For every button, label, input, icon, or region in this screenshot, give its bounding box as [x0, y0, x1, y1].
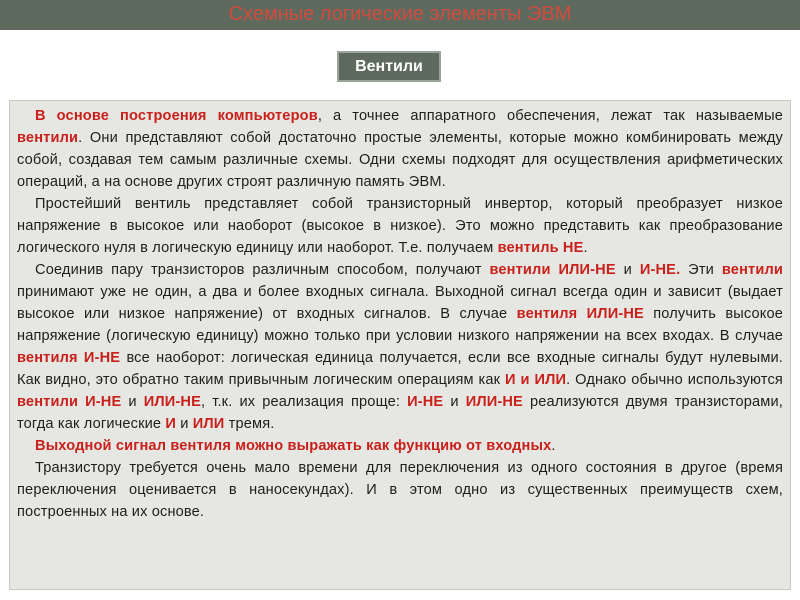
highlight-text: И — [505, 372, 516, 388]
highlight-text: Выходной сигнал вентиля можно выражать как функцию от входных — [35, 438, 552, 454]
body-text: . — [551, 438, 556, 454]
body-text: Транзистору требуется очень мало времени для переключения из одного состояния в другое (время переключения оценивается в наносекундах). И в этом одно из существенных преимуществ схем, построенных на их основе. — [17, 460, 783, 520]
highlight-text: В основе построения компьютеров — [35, 108, 318, 124]
body-text: , а точнее аппаратного обеспечения, лежат так называемые — [317, 108, 783, 124]
highlight-text: И — [165, 416, 177, 432]
highlight-text: ИЛИ-НЕ — [143, 394, 202, 410]
body-text: Эти — [680, 262, 722, 278]
highlight-text: ИЛИ — [192, 416, 225, 432]
body-text: Соединив пару транзисторов различным способом, получают — [35, 262, 490, 278]
body-text: и — [121, 394, 144, 410]
paragraph-2 — [17, 193, 783, 259]
body-text: . Однако обычно используются — [566, 372, 783, 388]
slide-title: Схемные логические элементы ЭВМ — [228, 3, 572, 25]
paragraph-3 — [17, 259, 783, 435]
highlight-text: вентили — [721, 262, 783, 278]
body-text: и — [443, 394, 466, 410]
body-text: , т.к. их реализация проще: — [201, 394, 408, 410]
highlight-text: вентиля ИЛИ-НЕ — [516, 306, 644, 322]
highlight-text: вентили — [17, 130, 79, 146]
highlight-text: ИЛИ-НЕ — [465, 394, 523, 410]
highlight-text: ИЛИ — [534, 372, 567, 388]
body-text: . — [583, 240, 588, 256]
body-text: тремя. — [224, 416, 275, 432]
paragraph-4 — [17, 435, 783, 457]
body-text: все наоборот: логическая единица получается, если все входные сигналы будут нулевыми. Как видно, это обратно таким привычным логическим операциям как — [17, 350, 784, 388]
body-text: реализуются двумя транзисторами, тогда как логические — [17, 394, 783, 432]
highlight-text: вентили ИЛИ-НЕ — [489, 262, 616, 278]
highlight-text: вентиль НЕ — [497, 240, 584, 256]
highlight-text: вентиля И-НЕ — [17, 350, 121, 366]
content-panel — [9, 100, 791, 590]
highlight-text: вентили И-НЕ — [17, 394, 122, 410]
body-text: и — [176, 416, 193, 432]
paragraph-1 — [17, 105, 783, 193]
body-text: и — [615, 262, 640, 278]
body-text: Простейший вентиль представляет собой транзисторный инвертор, который преобразует низкое напряжение в высокое или наоборот (высокое в низкое). Это можно представить как преобразование логического нуля в логическую единицу или наоборот. Т.е. получаем — [17, 196, 783, 256]
body-text: . Они представляют собой достаточно простые элементы, которые можно комбинировать между собой, создавая тем самым различные схемы. Одни схемы подходят для осуществления арифметических операций, а на основе других строят различную память ЭВМ. — [17, 130, 783, 190]
section-badge: Вентили — [337, 51, 441, 82]
highlight-text: и — [520, 372, 530, 388]
body-text: получить высокое напряжение (логическую единицу) можно только при условии низкого напряжении на всех входах. В случае — [17, 306, 783, 344]
body-text: принимают уже не один, а два и более входных сигнала. Выходной сигнал всегда один и зависит (выдает высокое или низкое напряжение) от входных сигналов. В случае — [17, 284, 783, 322]
highlight-text: И-НЕ — [407, 394, 444, 410]
highlight-text: И-НЕ. — [639, 262, 681, 278]
paragraph-5 — [17, 457, 783, 523]
